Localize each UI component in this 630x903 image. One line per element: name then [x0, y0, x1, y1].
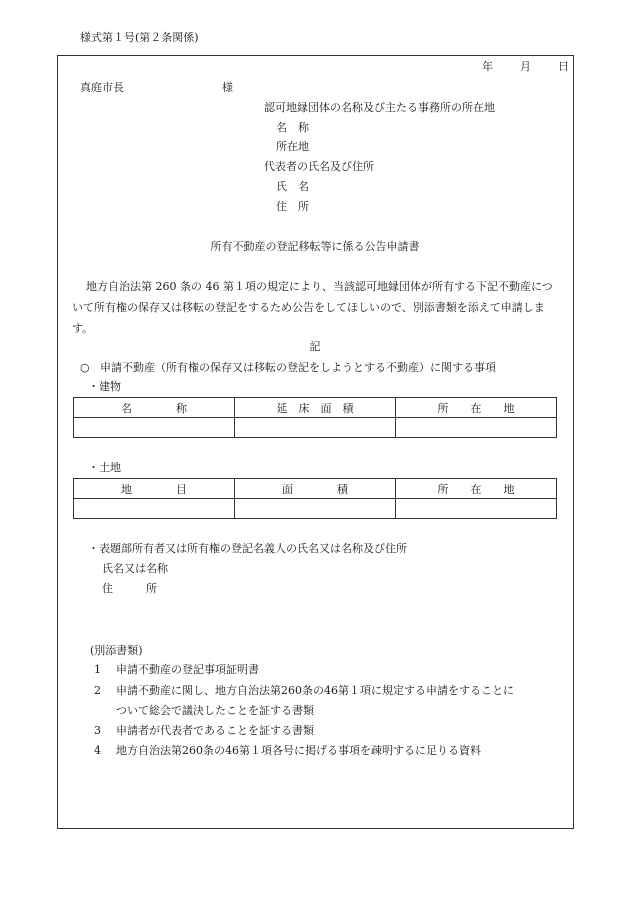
- form-number: 様式第１号(第２条関係): [80, 31, 199, 44]
- attachment-item-4: [94, 744, 481, 758]
- table-row: [74, 499, 557, 519]
- owner-heading: ・表題部所有者又は所有権の登記名義人の氏名又は名称及び住所: [88, 542, 407, 555]
- ki-heading: 記: [309, 340, 321, 353]
- attachment-number: 1: [94, 663, 101, 676]
- month-label: 月: [520, 60, 531, 73]
- attachment-item-2-continued: ついて総会で議決したことを証する書類: [116, 704, 314, 717]
- buildings-header-name: 名 称: [74, 398, 235, 418]
- buildings-cell-floor-area[interactable]: [235, 418, 396, 438]
- attachment-text: 地方自治法第260条の46第１項各号に掲げる事項を疎明するに足りる資料: [116, 744, 481, 757]
- buildings-label: ・建物: [88, 380, 121, 393]
- land-cell-area[interactable]: [235, 499, 396, 519]
- table-row: [74, 479, 557, 499]
- attachment-number: 3: [94, 724, 101, 737]
- attachment-item-3: [94, 724, 314, 738]
- org-address-label: 所在地: [276, 140, 309, 153]
- buildings-cell-location[interactable]: [396, 418, 557, 438]
- date-line: [482, 60, 569, 74]
- section-1: [80, 361, 496, 375]
- table-row: [74, 418, 557, 438]
- table-row: [74, 398, 557, 418]
- land-cell-location[interactable]: [396, 499, 557, 519]
- buildings-header-location: 所 在 地: [396, 398, 557, 418]
- rep-heading: 代表者の氏名及び住所: [264, 160, 374, 173]
- land-label: ・土地: [88, 461, 121, 474]
- owner-address-label: 住 所: [102, 582, 157, 595]
- attachment-text: 申請不動産の登記事項証明書: [116, 663, 259, 676]
- land-header-category: 地 目: [74, 479, 235, 499]
- year-label: 年: [482, 60, 493, 73]
- circle-bullet: ○: [80, 361, 90, 374]
- land-header-area: 面 積: [235, 479, 396, 499]
- attachment-number: 2: [94, 684, 101, 697]
- addressee: [80, 81, 233, 95]
- org-heading: 認可地縁団体の名称及び主たる事務所の所在地: [264, 101, 495, 114]
- rep-address-label: 住 所: [276, 200, 309, 213]
- buildings-header-floor-area: 延 床 面 積: [235, 398, 396, 418]
- addressee-name: 真庭市長: [80, 81, 124, 94]
- attachment-text: 申請不動産に関し、地方自治法第260条の46第１項に規定する申請をすることに: [116, 684, 514, 697]
- attachment-item-1: [94, 663, 259, 677]
- attachment-item-2: [94, 684, 514, 698]
- land-cell-category[interactable]: [74, 499, 235, 519]
- buildings-cell-name[interactable]: [74, 418, 235, 438]
- body-text: 地方自治法第 260 条の 46 第１項の規定により、当該認可地縁団体が所有する下記不動産について所有権の保存又は移転の登記をするため公告をしてほしいので、別添書類を添えて申請します。: [72, 280, 553, 335]
- attachment-text: 申請者が代表者であることを証する書類: [116, 724, 314, 737]
- land-header-location: 所 在 地: [396, 479, 557, 499]
- day-label: 日: [558, 60, 569, 73]
- document-title: 所有不動産の登記移転等に係る公告申請書: [210, 240, 420, 253]
- land-table: [73, 478, 557, 519]
- org-name-label: 名 称: [276, 121, 309, 134]
- section-1-text: 申請不動産（所有権の保存又は移転の登記をしようとする不動産）に関する事項: [100, 361, 496, 374]
- attachments-heading: (別添書類): [90, 644, 143, 657]
- addressee-honorific: 様: [222, 81, 233, 94]
- owner-name-label: 氏名又は名称: [102, 562, 168, 575]
- buildings-table: [73, 397, 557, 438]
- body-paragraph: [72, 276, 562, 339]
- rep-name-label: 氏 名: [276, 180, 309, 193]
- attachment-number: 4: [94, 744, 101, 757]
